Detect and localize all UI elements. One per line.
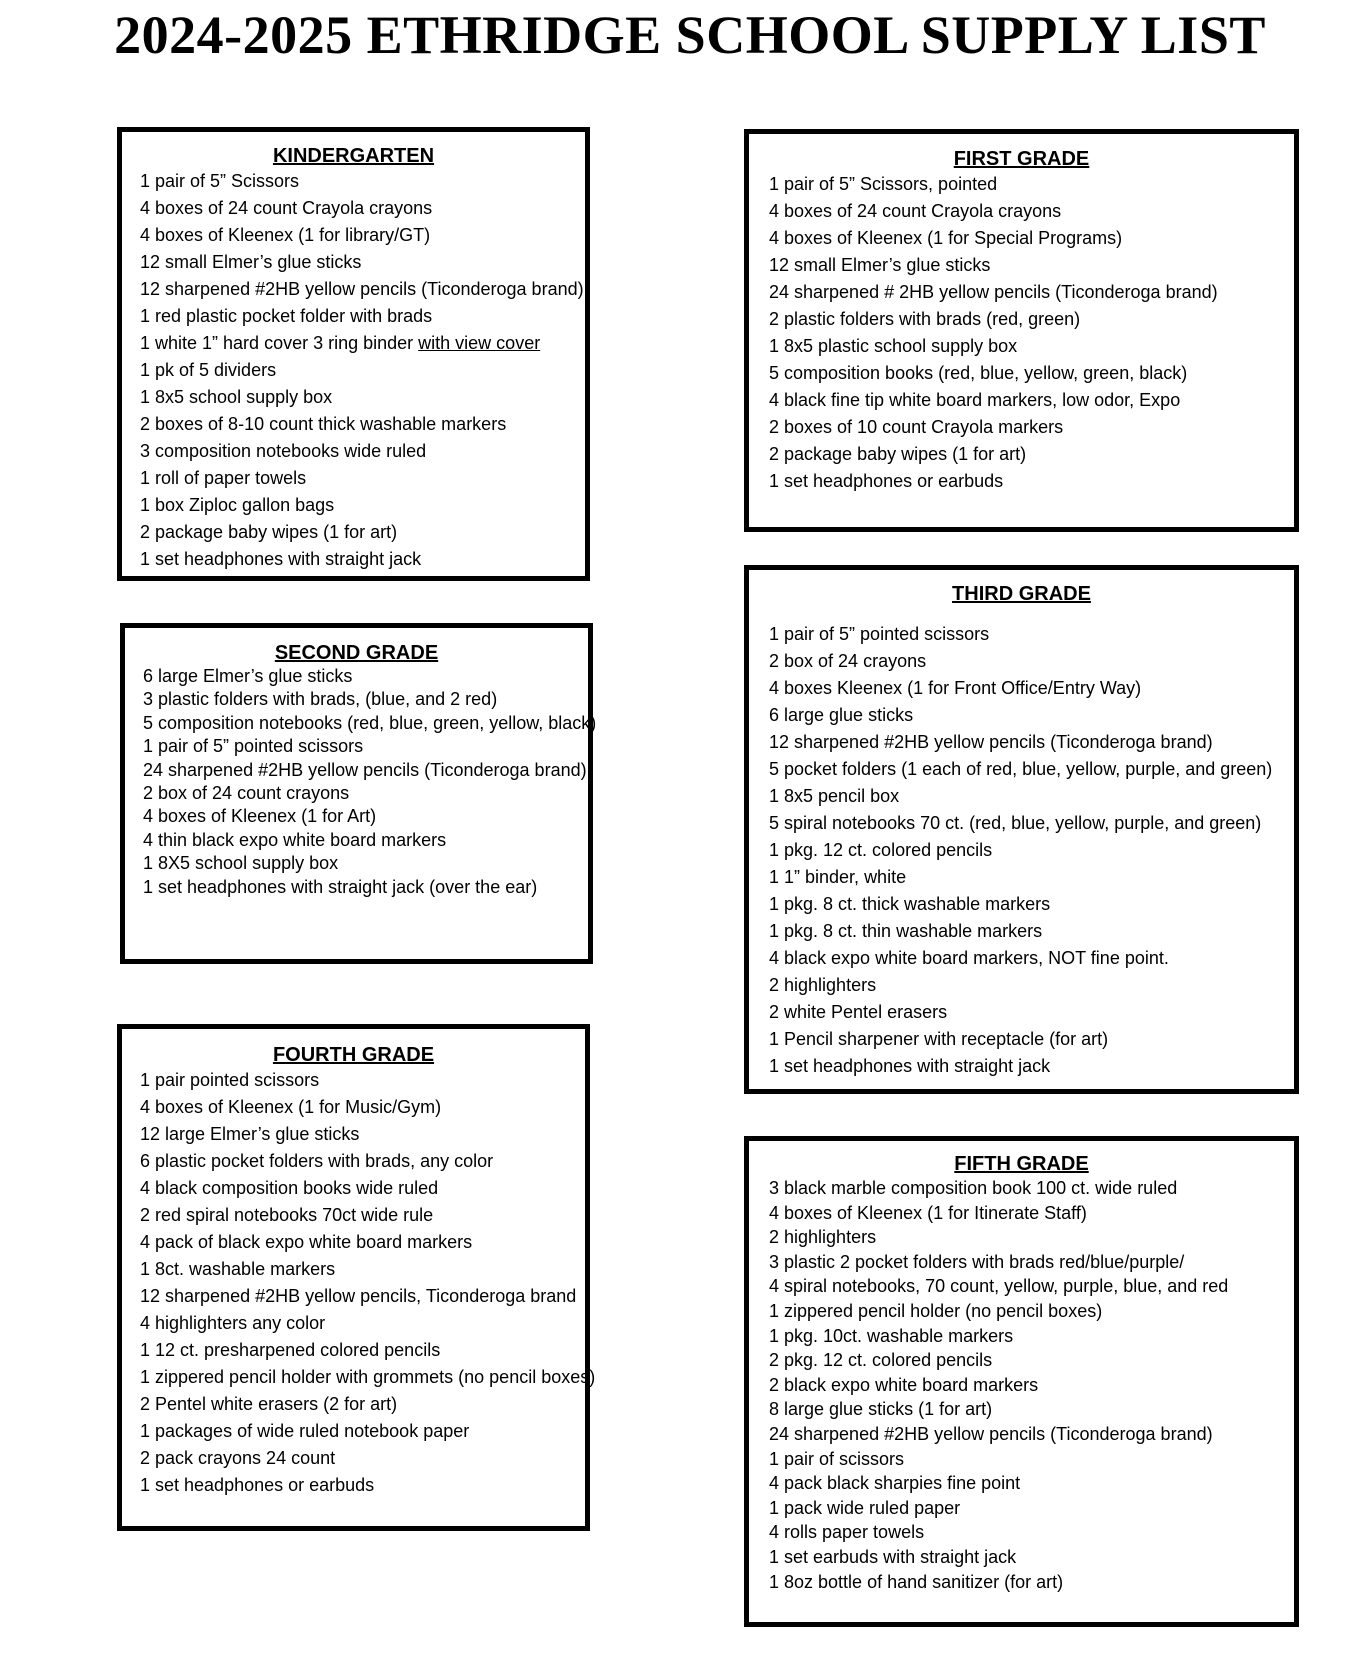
fourth-grade-supply-list — [122, 1067, 596, 1499]
list-item: 1 12 ct. presharpened colored pencils — [140, 1340, 441, 1360]
list-item: 5 composition notebooks (red, blue, green, yellow, black) — [143, 712, 597, 733]
list-item: 2 pack crayons 24 count — [140, 1448, 336, 1468]
list-item: 4 boxes of Kleenex (1 for library/GT) — [140, 225, 431, 245]
list-item: 2 black expo white board markers — [769, 1374, 1039, 1395]
kindergarten-supply-list — [122, 168, 585, 573]
list-item: 5 spiral notebooks 70 ct. (red, blue, yellow, purple, and green) — [769, 813, 1262, 833]
kindergarten-box — [117, 127, 590, 581]
fifth-grade-box — [744, 1136, 1299, 1627]
list-item: 1 pair of 5” Scissors — [140, 171, 300, 191]
list-item: 1 8ct. washable markers — [140, 1259, 336, 1279]
list-item: 1 pkg. 8 ct. thin washable markers — [769, 921, 1043, 941]
first-grade-heading: FIRST GRADE — [953, 148, 1090, 170]
list-item: 4 highlighters any color — [140, 1313, 326, 1333]
list-item: 1 Pencil sharpener with receptacle (for art) — [769, 1029, 1109, 1049]
list-item: 2 white Pentel erasers — [769, 1002, 948, 1022]
list-item: 1 8x5 plastic school supply box — [769, 336, 1018, 356]
list-item: 4 black expo white board markers, NOT fine point. — [769, 948, 1169, 968]
kindergarten-heading: KINDERGARTEN — [272, 145, 435, 167]
list-item: 4 boxes of 24 count Crayola crayons — [140, 198, 433, 218]
list-item: 1 pkg. 12 ct. colored pencils — [769, 840, 993, 860]
list-item: 12 large Elmer’s glue sticks — [140, 1124, 360, 1144]
list-item: 2 highlighters — [769, 1227, 877, 1248]
list-item: 4 boxes of 24 count Crayola crayons — [769, 201, 1062, 221]
list-item: 4 rolls paper towels — [769, 1522, 925, 1543]
fourth-grade-box — [117, 1024, 596, 1531]
list-item: 1 zippered pencil holder (no pencil boxes) — [769, 1300, 1103, 1321]
list-item: 2 red spiral notebooks 70ct wide rule — [140, 1205, 434, 1225]
list-item: 4 boxes of Kleenex (1 for Music/Gym) — [140, 1097, 442, 1117]
list-item: 1 pair of 5” pointed scissors — [769, 624, 990, 644]
third-grade-heading: THIRD GRADE — [952, 583, 1091, 605]
list-item: 1 8x5 school supply box — [140, 387, 333, 407]
list-item: 1 pair of 5” pointed scissors — [143, 736, 364, 757]
list-item: 1 set headphones or earbuds — [769, 471, 1004, 491]
list-item: 1 pair of scissors — [769, 1448, 905, 1469]
list-item: 1 zippered pencil holder with grommets (no pencil boxes) — [140, 1367, 596, 1387]
list-item: 8 large glue sticks (1 for art) — [769, 1399, 993, 1420]
list-item: 24 sharpened # 2HB yellow pencils (Ticonderoga brand) — [769, 282, 1218, 302]
list-item: 2 highlighters — [769, 975, 877, 995]
list-item: 2 box of 24 count crayons — [143, 783, 350, 804]
list-item: 1 8X5 school supply box — [143, 853, 339, 874]
first-grade-box — [744, 129, 1299, 532]
page-title: 2024-2025 ETHRIDGE SCHOOL SUPPLY LIST — [114, 5, 1266, 65]
list-item: 1 set headphones with straight jack (over the ear) — [143, 876, 538, 897]
list-item: 4 pack black sharpies fine point — [769, 1473, 1021, 1494]
list-item: 12 sharpened #2HB yellow pencils (Ticonderoga brand) — [769, 732, 1213, 752]
list-item: 12 small Elmer’s glue sticks — [769, 255, 991, 275]
list-item — [140, 330, 585, 357]
third-grade-box — [744, 565, 1299, 1094]
list-item: 4 boxes of Kleenex (1 for Special Programs) — [769, 228, 1123, 248]
list-item: 2 pkg. 12 ct. colored pencils — [769, 1350, 993, 1371]
fourth-grade-heading: FOURTH GRADE — [272, 1044, 435, 1066]
list-item: 1 pk of 5 dividers — [140, 360, 277, 380]
list-item: 1 8oz bottle of hand sanitizer (for art) — [769, 1571, 1064, 1592]
first-grade-supply-list — [749, 171, 1294, 495]
list-item: 4 black fine tip white board markers, low odor, Expo — [769, 390, 1181, 410]
list-item: 3 plastic 2 pocket folders with brads red/blue/purple/ — [769, 1251, 1185, 1272]
list-item: 1 set headphones with straight jack — [140, 549, 422, 569]
list-item: 2 boxes of 8-10 count thick washable markers — [140, 414, 507, 434]
list-item: 1 pair pointed scissors — [140, 1070, 320, 1090]
second-grade-supply-list — [125, 665, 597, 899]
list-item: 3 black marble composition book 100 ct. wide ruled — [769, 1178, 1178, 1198]
second-grade-box — [120, 623, 597, 964]
list-item: 6 plastic pocket folders with brads, any color — [140, 1151, 494, 1171]
list-item: 4 black composition books wide ruled — [140, 1178, 439, 1198]
list-item: 1 pack wide ruled paper — [769, 1497, 961, 1518]
fifth-grade-supply-list — [749, 1176, 1294, 1594]
list-item: 1 box Ziploc gallon bags — [140, 495, 335, 515]
list-item: 1 pkg. 8 ct. thick washable markers — [769, 894, 1051, 914]
list-item: 2 Pentel white erasers (2 for art) — [140, 1394, 398, 1414]
list-item: 2 plastic folders with brads (red, green) — [769, 309, 1081, 329]
list-item: 2 boxes of 10 count Crayola markers — [769, 417, 1064, 437]
list-item: 5 pocket folders (1 each of red, blue, yellow, purple, and green) — [769, 759, 1273, 779]
binder-item-text: 1 white 1” hard cover 3 ring binder — [140, 333, 419, 353]
list-item: 3 composition notebooks wide ruled — [140, 441, 427, 461]
fifth-grade-heading: FIFTH GRADE — [954, 1153, 1089, 1175]
view-cover-underlined-text: with view cover — [418, 333, 541, 353]
list-item: 24 sharpened #2HB yellow pencils (Ticonderoga brand) — [143, 759, 587, 780]
list-item: 1 packages of wide ruled notebook paper — [140, 1421, 470, 1441]
list-item: 6 large Elmer’s glue sticks — [143, 666, 353, 686]
list-item: 4 thin black expo white board markers — [143, 829, 447, 850]
list-item: 1 pkg. 10ct. washable markers — [769, 1325, 1014, 1346]
list-item: 1 red plastic pocket folder with brads — [140, 306, 433, 326]
list-item: 4 boxes Kleenex (1 for Front Office/Entry Way) — [769, 678, 1142, 698]
third-grade-supply-list — [749, 621, 1294, 1080]
list-item: 2 package baby wipes (1 for art) — [140, 522, 398, 542]
list-item: 4 pack of black expo white board markers — [140, 1232, 473, 1252]
list-item: 5 composition books (red, blue, yellow, green, black) — [769, 363, 1188, 383]
list-item: 12 sharpened #2HB yellow pencils, Ticonderoga brand — [140, 1286, 577, 1306]
list-item: 4 boxes of Kleenex (1 for Art) — [143, 806, 377, 827]
list-item: 2 box of 24 crayons — [769, 651, 927, 671]
list-item: 2 package baby wipes (1 for art) — [769, 444, 1027, 464]
second-grade-heading: SECOND GRADE — [274, 642, 439, 664]
list-item: 1 pair of 5” Scissors, pointed — [769, 174, 998, 194]
list-item: 12 small Elmer’s glue sticks — [140, 252, 362, 272]
list-item: 1 set headphones with straight jack — [769, 1056, 1051, 1076]
list-item: 1 roll of paper towels — [140, 468, 307, 488]
list-item: 4 boxes of Kleenex (1 for Itinerate Staff) — [769, 1202, 1087, 1223]
list-item: 6 large glue sticks — [769, 705, 914, 725]
list-item: 4 spiral notebooks, 70 count, yellow, purple, blue, and red — [769, 1276, 1229, 1297]
list-item: 1 set earbuds with straight jack — [769, 1546, 1017, 1567]
list-item: 3 plastic folders with brads, (blue, and 2 red) — [143, 689, 498, 710]
list-item: 1 set headphones or earbuds — [140, 1475, 375, 1495]
list-item: 12 sharpened #2HB yellow pencils (Ticonderoga brand) — [140, 279, 584, 299]
list-item: 1 1” binder, white — [769, 867, 907, 887]
list-item: 1 8x5 pencil box — [769, 786, 900, 806]
list-item: 24 sharpened #2HB yellow pencils (Ticonderoga brand) — [769, 1423, 1213, 1444]
